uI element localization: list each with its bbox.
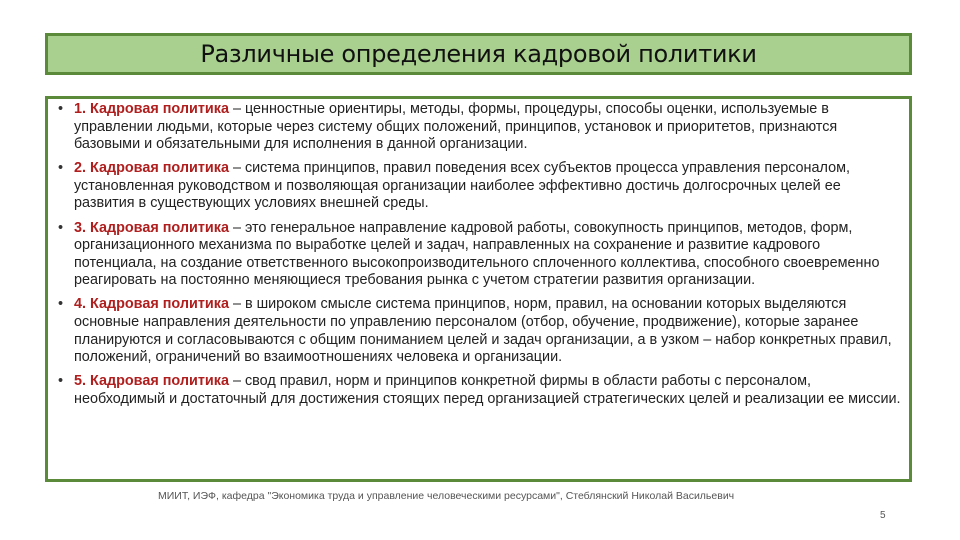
definition-text: – в широком смысле система принципов, норм, правил, на основании которых выделяются основные направления деятельности по управлению персоналом (отбор, обучение, продвижение), которые заранее планируются и согласовываются с общим пониманием целей и задач организации, а в узком – набор конкретных правил, положений, ограничений во взаимоотношениях человека и организации.	[74, 296, 892, 366]
slide-title: Различные определения кадровой политики	[200, 40, 757, 68]
bullet-icon: •	[58, 296, 64, 313]
definition-text: – ценностные ориентиры, методы, формы, процедуры, способы оценки, используемые в управлении людьми, которые через систему общих положений, принципов, установок и приоритетов, признаются базовыми и обязательными для исполнения в данной организации.	[74, 101, 838, 153]
definition-term: 4. Кадровая политика	[74, 296, 229, 313]
page-number: 5	[880, 510, 886, 521]
definition-item-4	[58, 296, 901, 366]
definition-item-5	[58, 373, 901, 408]
definition-term: 1. Кадровая политика	[74, 101, 229, 117]
definition-item-3	[58, 220, 901, 290]
slide-title-box	[45, 33, 912, 75]
definition-item-2	[58, 160, 901, 213]
definition-item-1	[58, 101, 901, 154]
definition-text: – свод правил, норм и принципов конкретной фирмы в области работы с персоналом, необходимый и достаточный для достижения стоящих перед организацией стратегических целей и реализации ее миссии.	[74, 373, 901, 407]
definitions-box	[45, 96, 912, 482]
definition-term: 5. Кадровая политика	[74, 373, 229, 390]
bullet-icon: •	[58, 219, 64, 236]
bullet-icon: •	[58, 373, 64, 390]
definition-term: 3. Кадровая политика	[74, 219, 229, 236]
definition-term: 2. Кадровая политика	[74, 160, 229, 177]
bullet-icon: •	[58, 160, 64, 177]
definition-text: – это генеральное направление кадровой работы, совокупность принципов, методов, форм, организационного механизма по выработке целей и задач, направленных на сохранение и развитие кадрового потенциала, на создание ответственного высокопроизводительного сплоченного коллектива, способного своевременно реагировать на постоянно меняющиеся требования рынка с учетом стратегии развития организации.	[74, 219, 880, 289]
footer-text: МИИТ, ИЭФ, кафедра "Экономика труда и управление человеческими ресурсами", Стеблянский Николай Васильевич	[158, 490, 735, 502]
bullet-icon: •	[58, 101, 64, 117]
definition-text: – система принципов, правил поведения всех субъектов процесса управления персоналом, установленная руководством и позволяющая организации наиболее эффективно достичь долгосрочных целей ее развития в существующих условиях внешней среды.	[74, 160, 850, 212]
